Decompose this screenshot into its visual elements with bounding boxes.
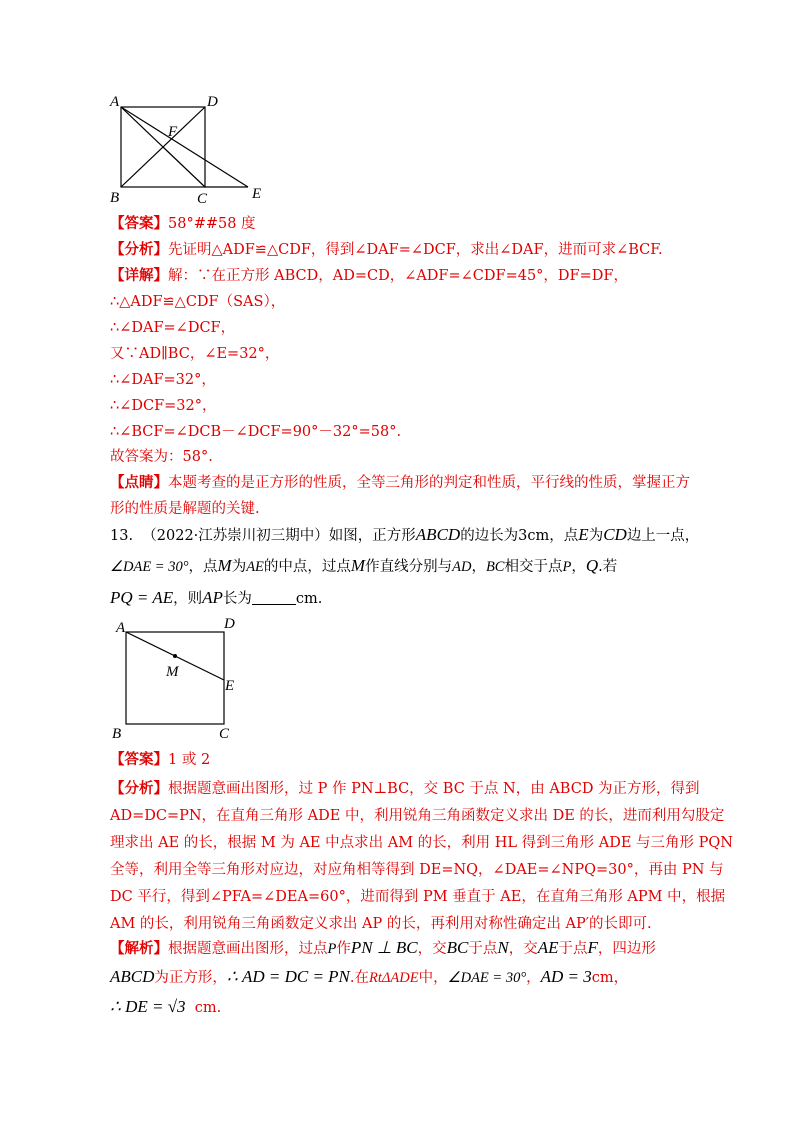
label-e: E bbox=[225, 678, 235, 694]
answer-blank bbox=[252, 590, 296, 605]
q13-analysis-line-3: 全等，利用全等三角形对应边，对应角相等得到 DE=NQ，∠DAE=∠NPQ=30°，再由 PN 与 bbox=[110, 862, 724, 878]
q12-detail-line-3: 又∵AD∥BC，∠E=32°， bbox=[110, 346, 280, 362]
q12-detail-line-0: 【详解】解：∵在正方形 ABCD，AD=CD，∠ADF=∠CDF=45°，DF=DF， bbox=[110, 267, 628, 284]
label-e: E bbox=[252, 186, 262, 202]
q13-question-line-1: 13. （2022·江苏崇川初三期中）如图，正方形ABCD的边长为3cm，点E为CD边上一点， bbox=[110, 525, 700, 544]
q13-solution-line-2: ABCD为正方形，∴ AD = DC = PN.在RtΔADE中，∠DAE = 30°，AD = 3cm， bbox=[110, 967, 629, 986]
q13-solution-line-1: 【解析】根据题意画出图形，过点P作PN ⊥ BC，交BC于点N，交AE于点F，四边形 bbox=[110, 938, 656, 957]
q13-solution-line-3: ∴ DE = √3 cm. bbox=[110, 997, 222, 1016]
q12-detail-line-5: ∴∠DCF=32°， bbox=[110, 398, 217, 414]
figure-square-abcd-with-e bbox=[108, 92, 278, 207]
q12-detail-line-1: ∴△ADF≌△CDF（SAS）， bbox=[110, 294, 286, 310]
label-d: D bbox=[207, 94, 218, 110]
q12-detail-line-4: ∴∠DAF=32°， bbox=[110, 372, 216, 388]
q12-comment-line-0: 【点睛】本题考查的是正方形的性质，全等三角形的判定和性质，平行线的性质，掌握正方 bbox=[110, 474, 690, 491]
label-b: B bbox=[110, 190, 120, 206]
q13-question-line-3: PQ = AE，则AP长为 cm. bbox=[110, 588, 323, 607]
q12-detail-line-6: ∴∠BCF=∠DCB－∠DCF=90°－32°=58°. bbox=[110, 424, 402, 440]
q12-analysis: 【分析】先证明△ADF≌△CDF，得到∠DAF=∠DCF，求出∠DAF，进而可求∠BCF. bbox=[110, 241, 663, 258]
figure-square-abcd-with-m bbox=[108, 612, 248, 744]
q12-comment-line-1: 形的性质是解题的关键. bbox=[110, 501, 260, 517]
q13-answer: 【答案】1 或 2 bbox=[110, 751, 211, 768]
q13-analysis-line-2: 理求出 AE 的长，根据 M 为 AE 中点求出 AM 的长，利用 HL 得到三角形 ADE 与三角形 PQN bbox=[110, 835, 733, 851]
q13-analysis-line-0: 【分析】根据题意画出图形，过 P 作 PN⊥BC，交 BC 于点 N，由 ABCD 为正方形，得到 bbox=[110, 780, 700, 797]
label-c: C bbox=[219, 726, 230, 742]
q13-analysis-line-4: DC 平行，得到∠PFA=∠DEA=60°，进而得到 PM 垂直于 AE，在直角三角形 APM 中，根据 bbox=[110, 889, 726, 905]
q12-detail-line-2: ∴∠DAF=∠DCF， bbox=[110, 320, 236, 336]
q12-detail-line-7: 故答案为：58°. bbox=[110, 449, 213, 465]
label-c: C bbox=[197, 191, 208, 207]
q13-question-line-2: ∠DAE = 30°，点M为AE的中点，过点M作直线分别与AD，BC相交于点P，Q.若 bbox=[110, 556, 618, 575]
q13-analysis-line-1: AD=DC=PN，在直角三角形 ADE 中，利用锐角三角函数定义求出 DE 的长，进而利用勾股定 bbox=[110, 808, 725, 824]
q13-analysis-line-5: AM 的长，利用锐角三角函数定义求出 AP 的长，再利用对称性确定出 AP′的长即可. bbox=[110, 916, 652, 932]
label-a: A bbox=[116, 620, 126, 636]
label-a: A bbox=[110, 94, 120, 110]
label-m: M bbox=[166, 664, 179, 680]
label-f: F bbox=[168, 124, 178, 140]
q12-answer: 【答案】58°##58 度 bbox=[110, 215, 256, 232]
label-d: D bbox=[224, 616, 235, 632]
label-b: B bbox=[112, 726, 122, 742]
